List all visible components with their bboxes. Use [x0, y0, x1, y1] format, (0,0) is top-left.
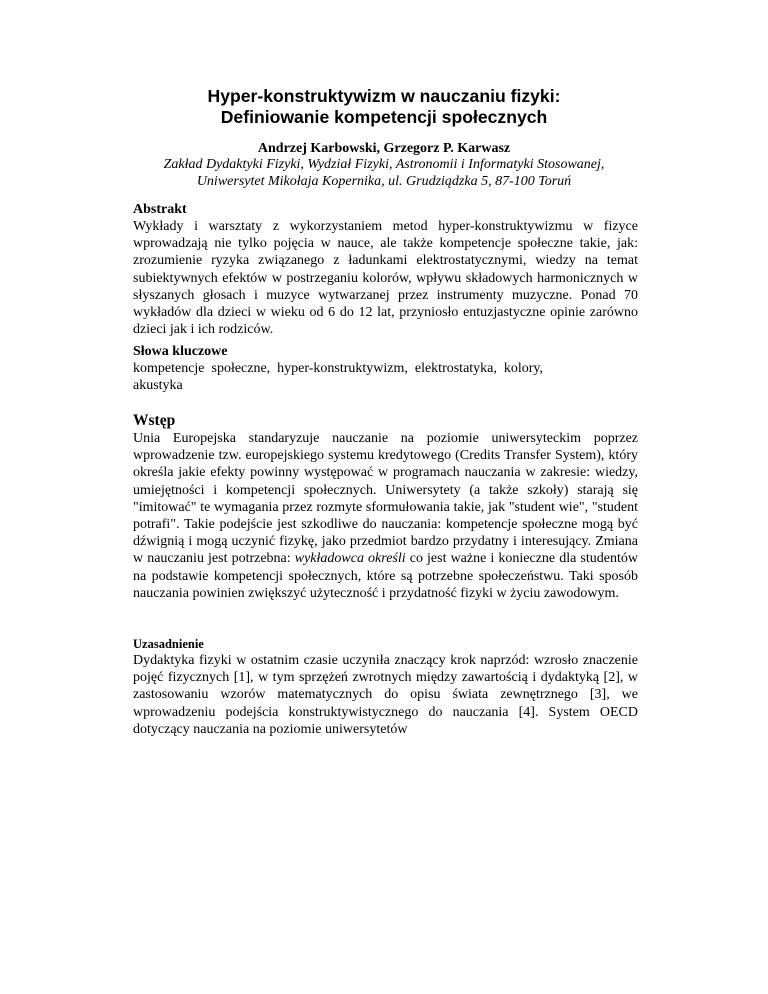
rationale-heading: Uzasadnienie: [133, 637, 204, 651]
intro-heading: Wstęp: [133, 412, 176, 429]
intro-text: [133, 430, 638, 602]
rationale-section: [133, 636, 638, 738]
abstract-text: Wykłady i warsztaty z wykorzystaniem metod hyper-konstruktywizmu w fizyce wprowadzają nie tylko pojęcia w nauce, ale także kompetencje społeczne takie, jak: zrozumienie ryzyka związanego z ładunkami elektrostatycznymi, wiedzy na temat subiektywnych efektów w postrzeganiu kolorów, wpływu składowych harmonicznych w słyszanych głosach i muzyce wytwarzanej przez instrumenty muzyczne. Ponad 70 wykładów dla dzieci w wieku od 6 do 12 lat, przyniosło entuzjastyczne opinie zarówno dzieci jak i ich rodziców.: [133, 219, 638, 338]
intro-text-part-2: co jest ważne i konieczne dla studentów na podstawie kompetencji społecznych, które są potrzebne społeczeństwu. Taki sposób nauczania powinien zwiększyć użyteczność i przydatność fizyki w życiu zawodowym.: [133, 551, 638, 601]
abstract-heading: Abstrakt: [133, 202, 187, 217]
affiliation-line-2: Uniwersytet Mikołaja Kopernika, ul. Grudziądzka 5, 87-100 Toruń: [196, 174, 572, 189]
keywords-heading: Słowa kluczowe: [133, 344, 228, 359]
author-list: Andrzej Karbowski, Grzegorz P. Karwasz: [257, 141, 511, 156]
title-line-2: Definiowanie kompetencji społecznych: [220, 107, 548, 127]
intro-text-part-1: Unia Europejska standaryzuje nauczanie na poziomie uniwersyteckim poprzez wprowadzenie tzw. europejskiego systemu kredytowego (Credits Transfer System), który określa jakie efekty powinny występować w programach nauczania w zakresie: wiedzy, umiejętności i kompetencji społecznych. Uniwersytety (a także szkoły) starają się "imitować" te wymagania przez rozmyte sformułowania takie, jak "student wie", "student potrafi". Takie podejście jest szkodliwe do nauczania: kompetencje społeczne mogą być dźwignią i mogą uczynić fizykę, jako przedmiot bardzo przydatny i interesujący. Zmiana w nauczaniu jest potrzebna:: [133, 431, 638, 567]
keywords-section: [133, 343, 638, 394]
affiliation-line-1: Zakład Dydaktyki Fizyki, Wydział Fizyki, Astronomii i Informatyki Stosowanej,: [163, 157, 605, 172]
rationale-text: Dydaktyka fizyki w ostatnim czasie uczyniła znaczący krok naprzód: wzrosło znaczenie pojęć fizycznych [1], w tym sprzężeń zwrotnych między zawartością i dydaktyką [2], w zastosowaniu wzorów matematycznych do opisu świata zewnętrznego [3], we wprowadzeniu podejścia konstruktywistycznego do nauczania [4]. System OECD dotyczący nauczania na poziomie uniwersytetów: [133, 653, 638, 737]
keywords-text: kompetencje społeczne, hyper-konstruktywizm, elektrostatyka, kolory, akustyka: [133, 361, 543, 394]
affiliation: [0, 156, 768, 190]
intro-section: [133, 412, 638, 602]
abstract-section: [133, 201, 638, 338]
title-line-1: Hyper-konstruktywizm w nauczaniu fizyki:: [207, 86, 561, 106]
intro-text-italic: wykładowca określi: [294, 551, 406, 567]
paper-title: [0, 86, 768, 128]
